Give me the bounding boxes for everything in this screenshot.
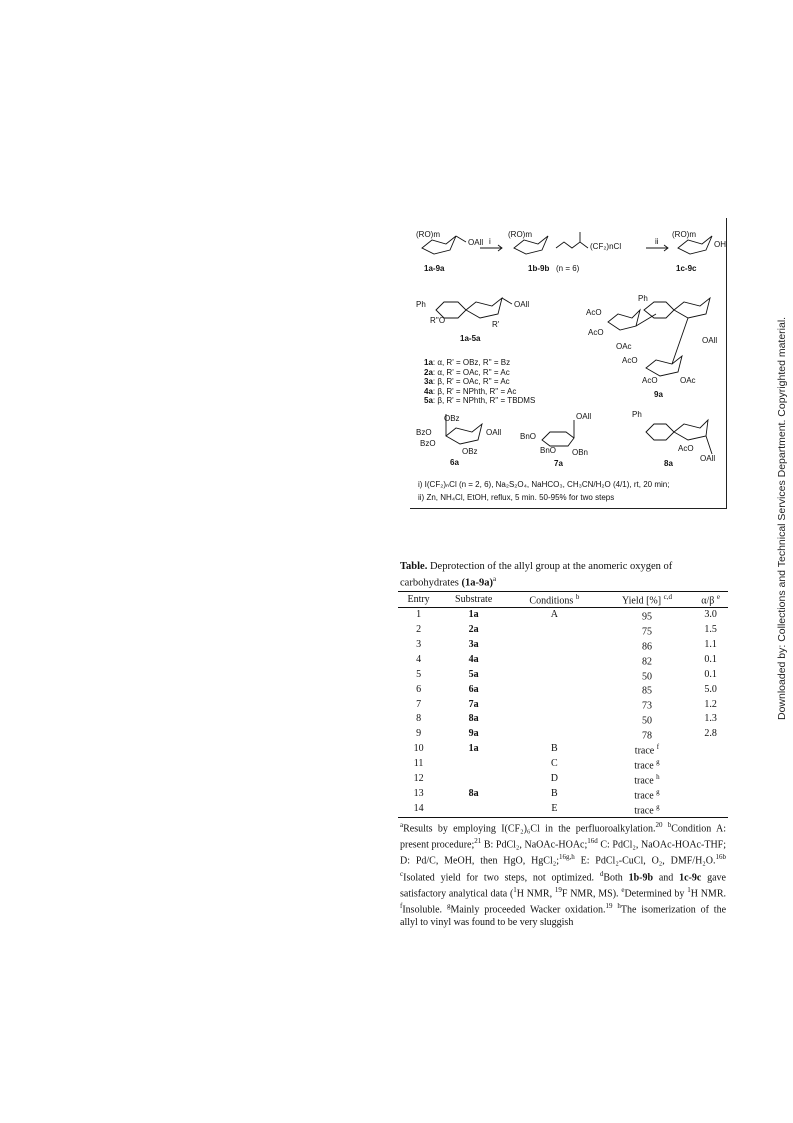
table-caption-text: Deprotection of the allyl group at the anomeric oxygen of carbohydrates	[400, 561, 673, 589]
cell-yield-value: 75	[641, 626, 652, 638]
header-yield-sup: c,d	[663, 592, 672, 601]
footnote-d-text-5: F NMR, MS).	[561, 888, 619, 900]
cell-conditions: C	[551, 758, 558, 770]
compound-label-8a: 8a	[664, 459, 673, 468]
scheme-label-r2: (RO)m	[508, 230, 532, 239]
footnote-a-marker: a	[400, 820, 404, 829]
struct-9a-ph: Ph	[638, 294, 648, 303]
cell-ratio: 1.2	[704, 698, 717, 710]
cell-substrate	[439, 802, 508, 817]
cell-conditions	[508, 653, 600, 668]
conditions-step-ii: ii) Zn, NH₄Cl, EtOH, reflux, 5 min. 50-95% for two steps	[418, 493, 615, 502]
cell-entry: 14	[398, 802, 439, 817]
footnote-h-text: The isomerization of the allyl to vinyl was found to be very sluggish	[400, 904, 727, 928]
struct-9a-ac3: OAc	[616, 342, 632, 351]
compound-label-1a9a: 1a-9a	[424, 264, 445, 273]
cell-ratio: 1.5	[704, 623, 717, 635]
cell-conditions	[508, 623, 600, 638]
conditions-step-i: i) I(CF₂)ₙCl (n = 2, 6), Na₂S₂O₄, NaHCO₃, CH₃CN/H₂O (4/1), rt, 20 min;	[418, 480, 670, 489]
compound-definition-line	[424, 377, 535, 387]
table-row	[398, 653, 728, 668]
struct-9a-ac6: OAc	[680, 376, 696, 385]
cell-yield-value: 86	[641, 641, 652, 652]
footnote-d-nmr2-sup: 19	[554, 886, 562, 895]
cell-ratio: 1.1	[704, 638, 717, 650]
cell-yield	[601, 757, 694, 772]
scheme-label-r1: (RO)m	[416, 230, 440, 239]
cell-yield-value: trace	[634, 760, 654, 772]
cell-substrate: 8a	[468, 713, 479, 725]
header-conditions	[508, 591, 600, 607]
header-yield-label: Yield [%]	[621, 594, 662, 606]
arrow-step-ii: ii	[655, 237, 659, 246]
footnote-b-marker: b	[667, 820, 672, 829]
table-header-row	[398, 591, 728, 607]
cell-entry: 6	[416, 683, 422, 695]
cell-conditions: E	[508, 802, 600, 817]
header-ratio-sup: e	[716, 592, 720, 601]
results-table	[398, 591, 728, 818]
footnote-a-ref: 20	[655, 820, 663, 829]
cell-yield	[601, 638, 694, 653]
table-row	[398, 623, 728, 638]
struct-6a-bzo1: BzO	[416, 428, 432, 437]
arrow-step-i: i	[489, 237, 491, 246]
cell-substrate	[439, 772, 508, 787]
cell-yield-note: h	[656, 772, 660, 781]
scheme-label-oall1: OAll	[468, 238, 484, 247]
cell-yield	[601, 772, 694, 787]
table-row	[398, 712, 728, 727]
compound-label-6a: 6a	[450, 458, 459, 467]
cell-ratio	[693, 757, 728, 772]
cell-entry: 13	[413, 788, 424, 800]
footnote-f-text: Insoluble.	[402, 904, 443, 916]
struct-9a-ac2: AcO	[588, 328, 604, 337]
struct-8a-aco: AcO	[678, 444, 694, 453]
struct-9a-ac4: AcO	[622, 356, 638, 365]
table-caption	[398, 560, 728, 590]
footnote-b-ref-1: 21	[474, 837, 482, 846]
header-conditions-label: Conditions	[529, 594, 574, 606]
compound-label-7a: 7a	[554, 459, 563, 468]
table-row	[398, 757, 728, 772]
cell-yield-value: trace	[634, 745, 655, 757]
copyright-side-note: Downloaded by: Collections and Technical Services Department. Copyrighted material.	[776, 316, 788, 720]
table-caption-label: Table.	[400, 561, 428, 572]
compound-label-1a5a: 1a-5a	[460, 334, 481, 343]
compound-definition-text: : α, R' = OAc, R'' = Ac	[432, 367, 510, 377]
table-body	[398, 607, 728, 817]
cell-yield-note: g	[656, 802, 660, 811]
footnote-e-text-1: Determined by	[624, 888, 688, 900]
footnote-d-compound-1: 1b-9b	[628, 872, 654, 884]
compound-definition-id: 4a	[424, 386, 433, 396]
struct-6a-oall: OAll	[486, 428, 502, 437]
cell-yield-note: g	[656, 758, 660, 767]
footnote-d-text-4: H NMR,	[516, 888, 555, 900]
footnote-e-marker: e	[621, 886, 625, 895]
struct-9a-oall: OAll	[702, 336, 718, 345]
cell-conditions: A	[550, 608, 558, 620]
cell-ratio	[693, 787, 728, 802]
cell-yield	[601, 682, 694, 697]
compound-definition-line	[424, 358, 535, 368]
cell-ratio: 5.0	[704, 683, 717, 695]
struct-9a-ac1: AcO	[586, 308, 602, 317]
cell-substrate: 3a	[468, 638, 479, 650]
cell-conditions	[508, 638, 600, 653]
reaction-scheme	[410, 218, 727, 509]
footnote-f-marker: f	[400, 902, 403, 911]
struct-7a-oall: OAll	[576, 412, 592, 421]
cell-entry: 5	[416, 668, 422, 680]
struct-1a5a-r2: R''O	[430, 316, 446, 325]
footnote-d-nmr1-sup: 1	[513, 886, 517, 895]
cell-substrate: 8a	[468, 788, 479, 800]
table-row	[398, 787, 728, 802]
cell-ratio: 3.0	[704, 608, 717, 620]
cell-conditions	[508, 668, 600, 683]
struct-1a5a-ph: Ph	[416, 300, 426, 309]
compound-definition-id: 5a	[424, 396, 433, 405]
table-row	[398, 697, 728, 712]
cell-conditions	[508, 682, 600, 697]
cell-yield	[601, 697, 694, 712]
footnote-b-ref-3: 16g,h	[559, 853, 575, 862]
cell-substrate: 1a	[468, 743, 479, 755]
table-row	[398, 742, 728, 757]
cell-yield	[601, 668, 694, 683]
cell-entry: 8	[416, 713, 422, 725]
footnote-e-text-2: H NMR.	[690, 888, 726, 900]
cell-yield-value: 73	[641, 700, 652, 712]
cell-yield	[601, 607, 694, 622]
header-conditions-sup: b	[575, 592, 580, 601]
compound-definitions	[424, 358, 535, 406]
header-ratio	[693, 591, 728, 607]
struct-7a-bno1: BnO	[520, 432, 537, 441]
cell-conditions	[508, 712, 600, 727]
cell-entry: 2	[416, 623, 422, 635]
footnote-g-text: Mainly proceeded Wacker oxidation.	[450, 904, 606, 916]
cell-yield-value: 95	[641, 611, 652, 623]
cell-yield	[601, 712, 694, 727]
cell-entry: 10	[413, 743, 424, 755]
struct-1a5a-oall: OAll	[514, 300, 530, 309]
cell-ratio	[693, 742, 728, 757]
struct-7a-obn: OBn	[572, 448, 589, 457]
compound-label-1b9b: 1b-9b	[528, 264, 550, 273]
cell-yield-value: trace	[634, 790, 654, 802]
struct-1a5a-r1: R'	[492, 320, 500, 329]
struct-6a-obz1: OBz	[444, 414, 460, 423]
cell-substrate: 9a	[468, 728, 479, 740]
compound-definition-id: 1a	[424, 358, 433, 367]
footnote-g-marker: g	[446, 902, 451, 911]
compound-definition-line	[424, 396, 535, 406]
table-caption-sup: a	[493, 575, 497, 583]
cell-entry: 4	[416, 653, 422, 665]
footnote-b-ref-4: 16b	[715, 853, 726, 862]
header-yield	[601, 591, 694, 607]
cell-conditions	[508, 697, 600, 712]
cell-conditions	[508, 727, 600, 742]
footnote-d-text-1: Both	[603, 872, 629, 884]
scheme-label-chain: (CF₂)nCl	[590, 242, 622, 251]
compound-definition-id: 3a	[424, 377, 433, 386]
cell-entry: 9	[416, 728, 422, 740]
header-ratio-label: α/β	[701, 594, 715, 606]
compound-label-9a: 9a	[654, 390, 663, 399]
struct-9a-ac5: AcO	[642, 376, 658, 385]
table-row	[398, 607, 728, 622]
table-caption-ref: (1a-9a)	[461, 577, 494, 589]
cell-yield	[601, 787, 694, 802]
footnote-d-marker: d	[599, 869, 604, 878]
struct-6a-bzo2: BzO	[420, 439, 436, 448]
table-row	[398, 668, 728, 683]
header-entry: Entry	[398, 591, 439, 607]
footnote-d-text-3: gave satisfactory analytical data (	[400, 872, 726, 900]
compound-definition-text: : α, R' = OBz, R'' = Bz	[432, 358, 511, 367]
struct-8a-oall: OAll	[700, 454, 716, 463]
cell-ratio	[693, 772, 728, 787]
cell-yield-value: 82	[641, 655, 652, 667]
footnote-b-text-2: B: PdCl₂, NaOAc-HOAc;	[481, 839, 588, 851]
table-row	[398, 638, 728, 653]
table-footnotes	[398, 818, 728, 929]
cell-yield	[601, 623, 694, 638]
footnote-b-text-3: C: PdCl₂, NaOAc-HOAc-THF; D: Pd/C, MeOH, then HgO, HgCl₂;	[400, 839, 727, 867]
cell-entry: 3	[416, 638, 422, 650]
cell-yield-note: f	[656, 743, 660, 752]
table-row	[398, 727, 728, 742]
cell-ratio: 0.1	[704, 668, 717, 680]
cell-conditions: D	[550, 773, 558, 785]
cell-ratio: 2.8	[704, 728, 717, 740]
compound-definition-text: : β, R' = NPhth, R'' = Ac	[432, 386, 517, 396]
cell-entry: 11	[413, 758, 424, 770]
struct-7a-bno2: BnO	[540, 446, 557, 455]
footnote-c-marker: c	[400, 869, 404, 878]
cell-entry: 7	[416, 698, 422, 710]
table-row	[398, 772, 728, 787]
cell-substrate	[439, 757, 508, 772]
footnote-d-compound-2: 1c-9c	[679, 872, 702, 884]
cell-yield-value: 50	[641, 670, 652, 682]
footnote-g-ref: 19	[605, 902, 613, 911]
footnote-b-text-1: Condition A: present procedure;	[400, 823, 726, 851]
cell-conditions: B	[551, 788, 558, 800]
cell-yield-value: 85	[641, 685, 652, 697]
scheme-label-oh: OH	[714, 240, 726, 249]
cell-yield-value: 78	[641, 730, 652, 742]
cell-entry: 1	[416, 608, 422, 620]
compound-label-1b9b-suffix: (n = 6)	[556, 264, 580, 273]
footnote-h-marker: h	[617, 902, 621, 911]
cell-ratio: 0.1	[704, 653, 717, 665]
cell-yield	[601, 742, 694, 757]
cell-conditions: B	[551, 743, 558, 755]
cell-yield-value: 50	[641, 715, 652, 727]
struct-6a-obz2: OBz	[462, 447, 478, 456]
cell-yield	[601, 653, 694, 668]
table-row	[398, 802, 728, 817]
footnote-e-nmr-sup: 1	[687, 886, 691, 895]
cell-substrate: 6a	[468, 683, 479, 695]
footnote-b-text-4: E: PdCl₂-CuCl, O₂, DMF/H₂O.	[574, 855, 716, 867]
cell-substrate: 1a	[468, 608, 479, 620]
compound-definition-line	[424, 387, 535, 397]
header-substrate: Substrate	[439, 591, 508, 607]
compound-definition-text: : β, R' = NPhth, R'' = TBDMS	[432, 396, 536, 405]
cell-entry: 12	[413, 773, 424, 785]
cell-yield	[601, 802, 694, 817]
cell-yield	[601, 727, 694, 742]
cell-yield-note: g	[656, 787, 660, 796]
cell-yield-value: trace	[634, 775, 654, 787]
cell-substrate: 5a	[468, 668, 479, 680]
results-table-block	[398, 560, 728, 929]
footnote-a-text: Results by employing I(CF₂)₆Cl in the perfluoroalkylation.	[403, 823, 656, 835]
compound-label-1c9c: 1c-9c	[676, 264, 697, 273]
table-row	[398, 682, 728, 697]
compound-definition-text: : β, R' = OAc, R'' = Ac	[432, 377, 510, 386]
scheme-label-r3: (RO)m	[672, 230, 696, 239]
compound-definition-id: 2a	[424, 367, 433, 377]
footnote-c-text: Isolated yield for two steps, not optimized.	[403, 872, 595, 884]
footnote-b-ref-2: 16d	[587, 837, 598, 846]
cell-substrate: 4a	[468, 653, 479, 665]
struct-8a-ph: Ph	[632, 410, 642, 419]
compound-definition-line	[424, 368, 535, 378]
footnote-d-text-2: and	[653, 872, 680, 884]
cell-substrate: 7a	[468, 698, 479, 710]
cell-ratio: 1.3	[704, 713, 717, 725]
cell-yield-value: trace	[634, 805, 654, 817]
cell-substrate: 2a	[468, 623, 479, 635]
cell-ratio	[693, 802, 728, 817]
